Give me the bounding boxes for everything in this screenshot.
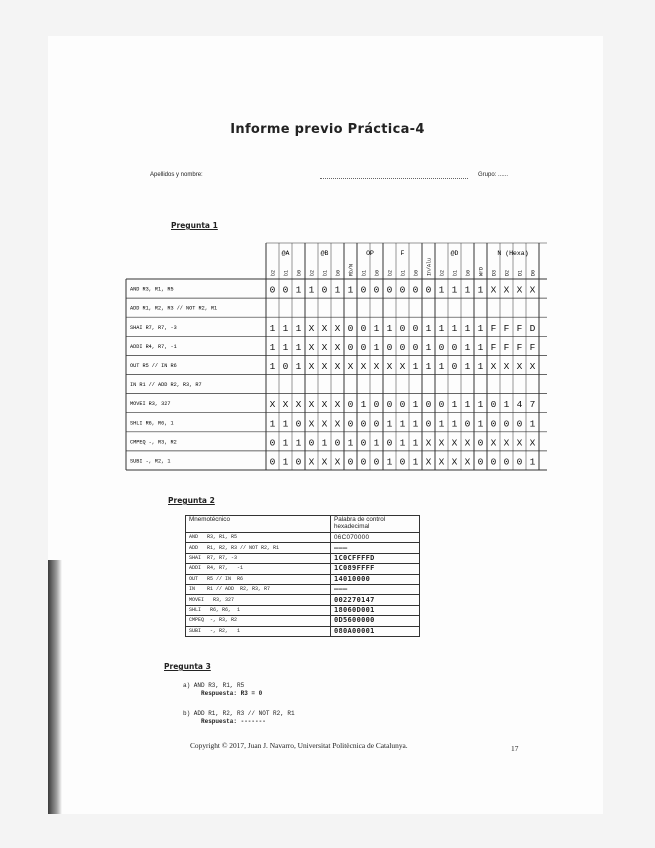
instruction-cell: SUBI -, R2, 1 xyxy=(130,458,171,465)
page-number: 17 xyxy=(511,744,519,753)
control-word-cell: ——— xyxy=(331,584,420,594)
answer-a: Respuesta: R3 = 0 xyxy=(201,690,263,697)
bit-value: X xyxy=(490,360,497,372)
bit-value: 1 xyxy=(412,418,419,430)
question-b: b) ADD R1, R2, R3 // NOT R2, R1 xyxy=(183,710,295,717)
bit-value: 0 xyxy=(347,341,354,353)
column-label: D0 xyxy=(530,269,537,276)
mnemonic-cell: CMPEQ -, R3, R2 xyxy=(186,616,331,626)
instruction-cell: ADD R1, R2, R3 // NOT R2, R1 xyxy=(130,305,218,312)
control-word-cell: 1C089FFFF xyxy=(331,564,420,574)
bit-value: 1 xyxy=(295,284,302,296)
instruction-cell: MOVEI R3, 327 xyxy=(130,401,171,408)
bit-value: 1 xyxy=(347,437,354,449)
bit-value: 1 xyxy=(451,284,458,296)
bit-value: X xyxy=(269,399,276,411)
bit-value: 1 xyxy=(295,322,302,334)
bit-value: 0 xyxy=(503,418,510,430)
instruction-cell: SHAI R7, R7, -3 xyxy=(130,324,177,331)
bit-value: 1 xyxy=(477,418,484,430)
bit-value: 1 xyxy=(477,284,484,296)
bit-value: 1 xyxy=(373,322,380,334)
bit-value: 0 xyxy=(334,437,341,449)
control-word-cell: 14010000 xyxy=(331,574,420,584)
bit-value: 1 xyxy=(282,322,289,334)
pregunta2-table xyxy=(185,515,420,637)
bit-value: 0 xyxy=(373,456,380,468)
bit-value: 1 xyxy=(438,284,445,296)
bit-value: F xyxy=(490,341,497,353)
bit-value: 0 xyxy=(412,322,419,334)
bit-value: 7 xyxy=(529,399,536,411)
mnemonic-cell: ADDI R4, R7, -1 xyxy=(186,564,331,574)
bit-value: 1 xyxy=(347,284,354,296)
bit-value: 1 xyxy=(334,284,341,296)
bit-value: X xyxy=(451,437,458,449)
bit-value: 0 xyxy=(373,284,380,296)
pregunta2-heading: Pregunta 2 xyxy=(168,496,215,505)
mnemonic-cell: AND R3, R1, R5 xyxy=(186,533,331,543)
bit-value: 1 xyxy=(451,418,458,430)
bit-value: 0 xyxy=(308,437,315,449)
table-row xyxy=(186,605,420,615)
bit-value: 1 xyxy=(438,418,445,430)
bit-value: X xyxy=(425,437,432,449)
group-label: @B xyxy=(320,250,329,257)
instruction-cell: ADDI R4, R7, -1 xyxy=(130,343,177,350)
bit-value: 0 xyxy=(425,418,432,430)
column-label: b1 xyxy=(361,269,368,276)
bit-value: 0 xyxy=(412,341,419,353)
bit-value: 0 xyxy=(477,437,484,449)
bit-value: X xyxy=(308,456,315,468)
column-label: b2 xyxy=(439,269,446,276)
control-word-cell: 06C070000 xyxy=(331,533,420,543)
bit-value: 1 xyxy=(282,437,289,449)
bit-value: 4 xyxy=(516,399,523,411)
bit-value: X xyxy=(308,360,315,372)
column-label: WrD xyxy=(478,266,485,276)
bit-value: 1 xyxy=(295,360,302,372)
bit-value: 0 xyxy=(360,437,367,449)
bit-value: 0 xyxy=(360,284,367,296)
table-row xyxy=(186,564,420,574)
bit-value: 0 xyxy=(347,322,354,334)
bit-value: X xyxy=(334,399,341,411)
bit-value: X xyxy=(503,284,510,296)
group-label: @A xyxy=(281,250,290,257)
table-row xyxy=(186,626,420,636)
bit-value: X xyxy=(529,360,536,372)
bit-value: F xyxy=(490,322,497,334)
bit-value: 1 xyxy=(386,456,393,468)
bit-value: X xyxy=(490,284,497,296)
bit-value: 1 xyxy=(451,399,458,411)
bit-value: 1 xyxy=(282,341,289,353)
bit-value: D xyxy=(529,322,536,334)
bit-value: 1 xyxy=(464,341,471,353)
bit-value: 0 xyxy=(269,284,276,296)
bit-value: 1 xyxy=(412,360,419,372)
bit-value: X xyxy=(282,399,289,411)
control-word-cell: 0D5600000 xyxy=(331,616,420,626)
bit-value: X xyxy=(464,456,471,468)
bit-value: 0 xyxy=(438,399,445,411)
bit-value: 1 xyxy=(295,341,302,353)
bit-value: 1 xyxy=(373,437,380,449)
table-row xyxy=(186,584,420,594)
bit-value: X xyxy=(321,418,328,430)
bit-value: X xyxy=(308,418,315,430)
bit-value: F xyxy=(503,322,510,334)
column-label: b2 xyxy=(270,269,277,276)
bit-value: 1 xyxy=(295,437,302,449)
answer-b: Respuesta: ------- xyxy=(201,718,266,725)
control-word-cell: 080A00001 xyxy=(331,626,420,636)
bit-value: 0 xyxy=(360,341,367,353)
bit-value: 1 xyxy=(425,341,432,353)
bit-value: 0 xyxy=(373,399,380,411)
bit-value: X xyxy=(516,437,523,449)
bit-value: 1 xyxy=(477,322,484,334)
bit-value: X xyxy=(464,437,471,449)
control-word-cell: 18060D001 xyxy=(331,605,420,615)
bit-value: 1 xyxy=(529,418,536,430)
bit-value: 0 xyxy=(451,341,458,353)
bit-value: 0 xyxy=(399,322,406,334)
bit-value: 1 xyxy=(477,341,484,353)
bit-value: X xyxy=(438,437,445,449)
group-label: OP xyxy=(366,250,374,257)
control-word-cell: 1C0CFFFFD xyxy=(331,553,420,563)
bit-value: F xyxy=(516,322,523,334)
instruction-cell: IN R1 // ADD R2, R3, R7 xyxy=(130,382,202,389)
bit-value: 0 xyxy=(503,456,510,468)
bit-value: 0 xyxy=(490,456,497,468)
control-word-cell: ——— xyxy=(331,543,420,553)
table-row xyxy=(186,595,420,605)
group-label: F xyxy=(400,250,405,257)
bit-value: 0 xyxy=(360,456,367,468)
copyright-footer: Copyright © 2017, Juan J. Navarro, Universitat Politècnica de Catalunya. xyxy=(190,741,408,750)
bit-value: X xyxy=(516,360,523,372)
bit-value: X xyxy=(334,418,341,430)
bit-value: 0 xyxy=(386,437,393,449)
instruction-cell: AND R3, R1, R5 xyxy=(130,286,174,293)
mnemonic-cell: MOVEI R3, 327 xyxy=(186,595,331,605)
column-label: Rb/N xyxy=(348,263,355,276)
bit-value: 0 xyxy=(360,322,367,334)
bit-value: F xyxy=(529,341,536,353)
bit-value: X xyxy=(321,341,328,353)
bit-value: 0 xyxy=(516,456,523,468)
group-label: Grupo: ...... xyxy=(478,172,509,178)
bit-value: X xyxy=(321,360,328,372)
column-label: b0 xyxy=(296,269,303,276)
bit-value: X xyxy=(438,456,445,468)
col-control-word-header: Palabra de control hexadecimal xyxy=(331,516,420,533)
bit-value: X xyxy=(503,437,510,449)
column-label: b2 xyxy=(387,269,394,276)
bit-value: X xyxy=(334,341,341,353)
column-label: b0 xyxy=(374,269,381,276)
bit-value: 1 xyxy=(360,399,367,411)
bit-value: X xyxy=(334,456,341,468)
table-row xyxy=(186,616,420,626)
table-row xyxy=(186,533,420,543)
bit-value: 1 xyxy=(412,456,419,468)
bit-value: 0 xyxy=(282,360,289,372)
column-label: b0 xyxy=(465,269,472,276)
bit-value: 1 xyxy=(282,418,289,430)
bit-value: 0 xyxy=(490,418,497,430)
bit-value: 0 xyxy=(399,341,406,353)
bit-value: 0 xyxy=(295,456,302,468)
bit-value: 1 xyxy=(477,399,484,411)
column-label: D1 xyxy=(517,269,524,276)
bit-value: 0 xyxy=(295,418,302,430)
bit-value: 1 xyxy=(438,360,445,372)
bit-value: X xyxy=(399,360,406,372)
column-label: D2 xyxy=(504,269,511,276)
col-mnemonic-header: Mnemotécnico xyxy=(186,516,331,533)
page-title: Informe previo Práctica-4 xyxy=(230,122,425,137)
bit-value: 1 xyxy=(451,322,458,334)
bit-value: 1 xyxy=(503,399,510,411)
bit-value: 0 xyxy=(490,399,497,411)
name-label: Apellidos y nombre: xyxy=(150,172,203,178)
column-label: b0 xyxy=(413,269,420,276)
bit-value: 1 xyxy=(373,341,380,353)
bit-value: X xyxy=(529,284,536,296)
pregunta3-heading: Pregunta 3 xyxy=(164,662,211,671)
bit-value: 0 xyxy=(477,456,484,468)
bit-value: 0 xyxy=(360,418,367,430)
bit-value: 1 xyxy=(269,418,276,430)
bit-value: X xyxy=(321,322,328,334)
bit-value: X xyxy=(503,360,510,372)
mnemonic-cell: SUBI -, R2, 1 xyxy=(186,626,331,636)
question-a: a) AND R3, R1, R5 xyxy=(183,682,245,689)
mnemonic-cell: SHLI R6, R6, 1 xyxy=(186,605,331,615)
bit-value: X xyxy=(529,437,536,449)
bit-value: 0 xyxy=(438,341,445,353)
bit-value: 1 xyxy=(412,399,419,411)
bit-value: X xyxy=(321,456,328,468)
bit-value: 1 xyxy=(529,456,536,468)
bit-value: 1 xyxy=(269,341,276,353)
bit-value: 1 xyxy=(464,284,471,296)
table-row xyxy=(186,543,420,553)
table-row xyxy=(186,574,420,584)
column-label: b1 xyxy=(400,269,407,276)
bit-value: 0 xyxy=(386,399,393,411)
column-label: D3 xyxy=(491,269,498,276)
bit-value: 0 xyxy=(321,284,328,296)
bit-value: X xyxy=(516,284,523,296)
bit-value: X xyxy=(490,437,497,449)
bit-value: X xyxy=(386,360,393,372)
bit-value: 1 xyxy=(282,456,289,468)
bit-value: 0 xyxy=(399,399,406,411)
bit-value: 1 xyxy=(464,322,471,334)
bit-value: X xyxy=(308,399,315,411)
bit-value: 1 xyxy=(386,418,393,430)
control-word-cell: 002270147 xyxy=(331,595,420,605)
bit-value: 1 xyxy=(269,322,276,334)
column-label: b1 xyxy=(283,269,290,276)
bit-value: X xyxy=(334,322,341,334)
table-row xyxy=(186,553,420,563)
bit-value: 0 xyxy=(282,284,289,296)
bit-value: X xyxy=(360,360,367,372)
bit-value: 1 xyxy=(269,360,276,372)
bit-value: 0 xyxy=(269,456,276,468)
column-label: b1 xyxy=(322,269,329,276)
mnemonic-cell: SHAI R7, R7, -3 xyxy=(186,553,331,563)
bit-value: 0 xyxy=(516,418,523,430)
bit-value: 1 xyxy=(464,360,471,372)
bit-value: 1 xyxy=(464,399,471,411)
mnemonic-cell: OUT R5 // IN R6 xyxy=(186,574,331,584)
instruction-cell: OUT R5 // IN R6 xyxy=(130,362,177,369)
bit-value: F xyxy=(503,341,510,353)
bit-value: 1 xyxy=(399,418,406,430)
bit-value: X xyxy=(373,360,380,372)
bit-value: X xyxy=(321,399,328,411)
column-label: b0 xyxy=(335,269,342,276)
bit-value: 0 xyxy=(399,456,406,468)
bit-value: X xyxy=(347,360,354,372)
bit-value: 0 xyxy=(386,284,393,296)
bit-value: 0 xyxy=(451,360,458,372)
bit-value: X xyxy=(334,360,341,372)
bit-value: X xyxy=(308,341,315,353)
bit-value: 1 xyxy=(386,322,393,334)
bit-value: 0 xyxy=(464,418,471,430)
bit-value: 1 xyxy=(425,360,432,372)
bit-value: 1 xyxy=(399,437,406,449)
pregunta1-heading: Pregunta 1 xyxy=(171,221,218,230)
bit-value: 1 xyxy=(425,322,432,334)
bit-value: 1 xyxy=(308,284,315,296)
column-label: b1 xyxy=(452,269,459,276)
bit-value: 0 xyxy=(425,284,432,296)
bit-value: 1 xyxy=(477,360,484,372)
bit-value: 0 xyxy=(269,437,276,449)
column-label: In/Alu xyxy=(426,257,433,276)
bit-value: 1 xyxy=(321,437,328,449)
bit-value: 0 xyxy=(425,399,432,411)
group-label: @D xyxy=(450,250,459,257)
mnemonic-cell: ADD R1, R2, R3 // NOT R2, R1 xyxy=(186,543,331,553)
bit-value: 0 xyxy=(347,456,354,468)
column-label: b2 xyxy=(309,269,316,276)
bit-value: X xyxy=(308,322,315,334)
instruction-cell: CMPEQ -, R3, R2 xyxy=(130,439,177,446)
bit-value: 0 xyxy=(373,418,380,430)
instruction-cell: SHLI R6, R6, 1 xyxy=(130,420,174,427)
bit-value: 0 xyxy=(412,284,419,296)
mnemonic-cell: IN R1 // ADD R2, R3, R7 xyxy=(186,584,331,594)
bit-value: X xyxy=(451,456,458,468)
bit-value: 1 xyxy=(412,437,419,449)
bit-value: 0 xyxy=(347,418,354,430)
bit-value: 1 xyxy=(438,322,445,334)
bit-value: 0 xyxy=(386,341,393,353)
bit-value: X xyxy=(425,456,432,468)
bit-value: 0 xyxy=(347,399,354,411)
bit-value: F xyxy=(516,341,523,353)
group-label: N (Hexa) xyxy=(497,250,529,257)
bit-value: X xyxy=(295,399,302,411)
bit-value: 0 xyxy=(399,284,406,296)
